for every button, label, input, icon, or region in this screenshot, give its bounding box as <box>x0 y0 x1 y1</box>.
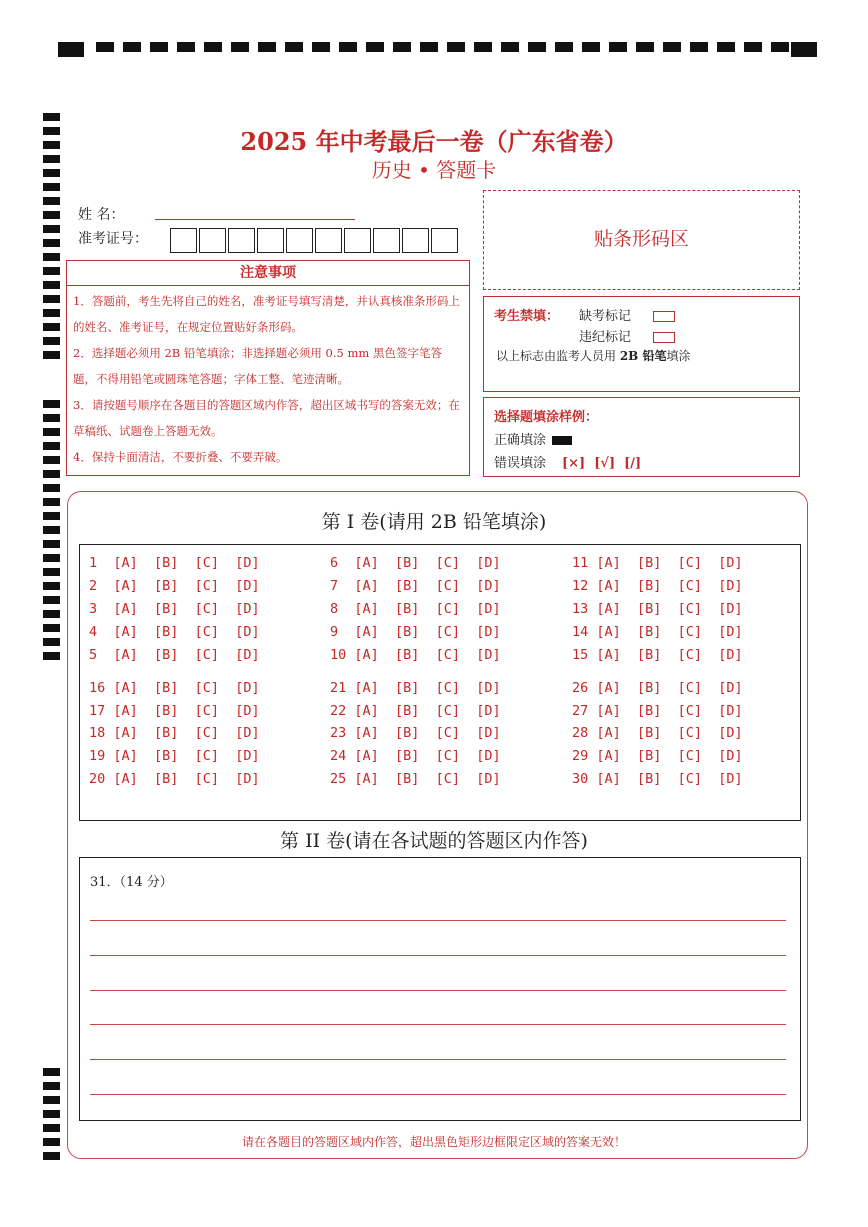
mcq-question-30[interactable] <box>572 771 743 787</box>
notice-item-2: 2．选择题必须用 2B 铅笔填涂；非选择题必须用 0.5 mm 黑色签字笔答题，不得用铅笔或圆珠笔答题；字体工整、笔迹清晰。 <box>73 346 442 386</box>
notice-heading: 注意事项 <box>67 261 469 286</box>
timing-mark <box>528 42 546 52</box>
answer-options[interactable]: [A] [B] [C] [D] <box>113 680 260 696</box>
mcq-question-20[interactable] <box>89 771 260 787</box>
id-digit-cell[interactable] <box>286 228 313 253</box>
question-number: 15 <box>572 647 597 663</box>
notice-box <box>66 260 470 476</box>
question-number: 20 <box>89 771 114 787</box>
id-digit-cell[interactable] <box>228 228 255 253</box>
answer-options[interactable]: [A] [B] [C] [D] <box>354 647 501 663</box>
timing-mark <box>177 42 195 52</box>
question-number: 23 <box>330 725 355 741</box>
mcq-question-6[interactable] <box>330 555 501 571</box>
mcq-question-19[interactable] <box>89 748 260 764</box>
timing-mark <box>717 42 735 52</box>
answer-options[interactable]: [A] [B] [C] [D] <box>596 624 743 640</box>
answer-options[interactable]: [A] [B] [C] [D] <box>354 578 501 594</box>
question-number: 14 <box>572 624 597 640</box>
timing-mark <box>43 484 60 492</box>
question-31-label: 31．（14 分） <box>90 875 173 890</box>
question-number: 12 <box>572 578 597 594</box>
answer-options[interactable]: [A] [B] [C] [D] <box>354 703 501 719</box>
answer-line[interactable] <box>90 955 786 956</box>
mcq-question-25[interactable] <box>330 771 501 787</box>
answer-options[interactable]: [A] [B] [C] [D] <box>354 680 501 696</box>
answer-line[interactable] <box>90 1024 786 1025</box>
footer-note: 请在各题目的答题区域内作答，超出黑色矩形边框限定区域的答案无效！ <box>241 1135 626 1149</box>
timing-mark <box>43 456 60 464</box>
mcq-question-21[interactable] <box>330 680 501 696</box>
question-number: 19 <box>89 748 114 764</box>
timing-mark <box>43 1138 60 1146</box>
violation-label: 违纪标记 <box>579 330 632 345</box>
answer-options[interactable]: [A] [B] [C] [D] <box>596 647 743 663</box>
answer-options[interactable]: [A] [B] [C] [D] <box>596 725 743 741</box>
mcq-question-22[interactable] <box>330 703 501 719</box>
timing-mark <box>96 42 114 52</box>
mcq-question-9[interactable] <box>330 624 501 640</box>
question-number: 3 <box>89 601 114 617</box>
timing-mark <box>43 323 60 331</box>
answer-options[interactable]: [A] [B] [C] [D] <box>354 601 501 617</box>
fill-example-label: 选择题填涂样例： <box>494 410 599 425</box>
question-number: 17 <box>89 703 114 719</box>
violation-mark-box[interactable] <box>653 332 675 343</box>
answer-options[interactable]: [A] [B] [C] [D] <box>596 703 743 719</box>
timing-mark <box>339 42 357 52</box>
timing-mark <box>43 582 60 590</box>
mcq-question-14[interactable] <box>572 624 743 640</box>
timing-mark <box>204 42 222 52</box>
mcq-question-28[interactable] <box>572 725 743 741</box>
timing-mark <box>43 1110 60 1118</box>
answer-options[interactable]: [A] [B] [C] [D] <box>596 748 743 764</box>
timing-mark <box>43 526 60 534</box>
correct-fill-mark <box>552 436 572 445</box>
answer-line[interactable] <box>90 1059 786 1060</box>
mcq-question-7[interactable] <box>330 578 501 594</box>
timing-mark <box>43 267 60 275</box>
timing-mark <box>43 638 60 646</box>
timing-mark <box>258 42 276 52</box>
timing-mark <box>474 42 492 52</box>
answer-options[interactable]: [A] [B] [C] [D] <box>113 725 260 741</box>
name-field[interactable] <box>155 219 355 220</box>
section1-title: 第 I 卷(请用 2B 铅笔填涂) <box>321 511 547 533</box>
question-number: 11 <box>572 555 597 571</box>
forbidden-note-bold: 2B 铅笔 <box>619 349 667 363</box>
question-number: 16 <box>89 680 114 696</box>
timing-mark <box>791 42 817 57</box>
answer-line[interactable] <box>90 990 786 991</box>
timing-mark <box>582 42 600 52</box>
timing-mark <box>43 442 60 450</box>
mcq-question-10[interactable] <box>330 647 501 663</box>
timing-mark <box>690 42 708 52</box>
timing-mark <box>393 42 411 52</box>
id-digit-cell[interactable] <box>431 228 458 253</box>
timing-mark <box>43 1124 60 1132</box>
question-number: 24 <box>330 748 355 764</box>
answer-options[interactable]: [A] [B] [C] [D] <box>354 748 501 764</box>
mcq-question-16[interactable] <box>89 680 260 696</box>
timing-mark <box>43 498 60 506</box>
forbidden-box <box>483 296 800 392</box>
id-digit-cell[interactable] <box>257 228 284 253</box>
mcq-question-2[interactable] <box>89 578 260 594</box>
mcq-question-1[interactable] <box>89 555 260 571</box>
question-number: 25 <box>330 771 355 787</box>
timing-mark <box>43 470 60 478</box>
timing-mark <box>43 610 60 618</box>
question-number: 21 <box>330 680 355 696</box>
timing-mark <box>501 42 519 52</box>
question-number: 4 <box>89 624 114 640</box>
timing-mark <box>43 1082 60 1090</box>
question-number: 22 <box>330 703 355 719</box>
id-digit-cell[interactable] <box>402 228 429 253</box>
id-digit-cell[interactable] <box>344 228 371 253</box>
question-number: 29 <box>572 748 597 764</box>
forbidden-note-prefix: 以上标志由监考人员用 <box>496 349 620 363</box>
notice-item-3: 3．请按题号顺序在各题目的答题区域内作答，超出区域书写的答案无效；在草稿纸、试题卷上答题无效。 <box>73 398 460 438</box>
question-number: 28 <box>572 725 597 741</box>
timing-mark <box>43 309 60 317</box>
mcq-question-24[interactable] <box>330 748 501 764</box>
mcq-question-26[interactable] <box>572 680 743 696</box>
answer-options[interactable]: [A] [B] [C] [D] <box>354 725 501 741</box>
notice-item-4: 4．保持卡面清洁，不要折叠、不要弄破。 <box>73 450 288 464</box>
mcq-question-18[interactable] <box>89 725 260 741</box>
page-subtitle: 历史 • 答题卡 <box>371 158 497 182</box>
mcq-question-23[interactable] <box>330 725 501 741</box>
timing-mark <box>43 540 60 548</box>
answer-options[interactable]: [A] [B] [C] [D] <box>113 578 260 594</box>
mcq-box <box>79 544 801 821</box>
correct-fill-label: 正确填涂 <box>494 433 547 448</box>
answer-options[interactable]: [A] [B] [C] [D] <box>596 578 743 594</box>
timing-mark <box>744 42 762 52</box>
question-number: 5 <box>89 647 114 663</box>
timing-mark <box>43 155 60 163</box>
id-digit-cell[interactable] <box>373 228 400 253</box>
timing-mark <box>43 624 60 632</box>
answer-options[interactable]: [A] [B] [C] [D] <box>113 703 260 719</box>
answer-options[interactable]: [A] [B] [C] [D] <box>113 647 260 663</box>
mcq-question-3[interactable] <box>89 601 260 617</box>
question-number: 7 <box>330 578 355 594</box>
timing-mark <box>43 295 60 303</box>
timing-mark <box>43 127 60 135</box>
notice-item-1: 1．答题前，考生先将自己的姓名，准考证号填写清楚，并认真核准条形码上的姓名、准考证号，在规定位置贴好条形码。 <box>73 294 460 334</box>
forbidden-label: 考生禁填： <box>494 309 560 324</box>
mcq-question-17[interactable] <box>89 703 260 719</box>
question-number: 13 <box>572 601 597 617</box>
mcq-question-13[interactable] <box>572 601 743 617</box>
answer-options[interactable]: [A] [B] [C] [D] <box>354 624 501 640</box>
timing-mark <box>43 337 60 345</box>
question-number: 18 <box>89 725 114 741</box>
id-digit-cell[interactable] <box>199 228 226 253</box>
timing-mark <box>43 512 60 520</box>
timing-mark <box>43 169 60 177</box>
timing-mark <box>43 1152 60 1160</box>
timing-mark <box>43 400 60 408</box>
question-number: 6 <box>330 555 355 571</box>
answer-options[interactable]: [A] [B] [C] [D] <box>113 748 260 764</box>
timing-mark <box>312 42 330 52</box>
question-number: 8 <box>330 601 355 617</box>
mcq-question-15[interactable] <box>572 647 743 663</box>
answer-options[interactable]: [A] [B] [C] [D] <box>113 555 260 571</box>
id-label: 准考证号： <box>78 231 148 247</box>
timing-mark <box>58 42 84 57</box>
timing-mark <box>43 596 60 604</box>
timing-mark <box>771 42 789 52</box>
absent-mark-box[interactable] <box>653 311 675 322</box>
timing-mark <box>43 1068 60 1076</box>
page-title: 2025 年中考最后一卷（广东省卷） <box>240 127 628 156</box>
timing-mark <box>609 42 627 52</box>
timing-mark <box>43 554 60 562</box>
mcq-question-29[interactable] <box>572 748 743 764</box>
question-number: 27 <box>572 703 597 719</box>
question-number: 30 <box>572 771 597 787</box>
name-label: 姓 名： <box>78 207 125 223</box>
mcq-question-12[interactable] <box>572 578 743 594</box>
question-number: 9 <box>330 624 355 640</box>
answer-options[interactable]: [A] [B] [C] [D] <box>596 601 743 617</box>
timing-mark <box>555 42 573 52</box>
answer-options[interactable]: [A] [B] [C] [D] <box>596 680 743 696</box>
mcq-question-4[interactable] <box>89 624 260 640</box>
question-number: 26 <box>572 680 597 696</box>
wrong-fill-marks: [×] [√] [/] <box>562 456 642 471</box>
fill-example-box <box>483 397 800 477</box>
mcq-question-8[interactable] <box>330 601 501 617</box>
absent-label: 缺考标记 <box>579 309 632 324</box>
timing-mark <box>285 42 303 52</box>
answer-options[interactable]: [A] [B] [C] [D] <box>113 771 260 787</box>
barcode-area: 贴条形码区 <box>483 190 800 290</box>
timing-mark <box>43 183 60 191</box>
mcq-question-5[interactable] <box>89 647 260 663</box>
timing-mark <box>43 1096 60 1104</box>
timing-mark <box>231 42 249 52</box>
timing-mark <box>43 197 60 205</box>
timing-mark <box>43 239 60 247</box>
forbidden-note-suffix: 填涂 <box>666 349 691 363</box>
timing-mark <box>43 281 60 289</box>
timing-mark <box>663 42 681 52</box>
timing-mark <box>43 113 60 121</box>
subjective-box[interactable] <box>79 857 801 1121</box>
answer-options[interactable]: [A] [B] [C] [D] <box>354 771 501 787</box>
timing-mark <box>150 42 168 52</box>
timing-mark <box>123 42 141 52</box>
id-cells[interactable] <box>170 228 460 257</box>
timing-mark <box>636 42 654 52</box>
timing-mark <box>43 211 60 219</box>
question-number: 2 <box>89 578 114 594</box>
wrong-fill-label: 错误填涂 <box>494 456 547 471</box>
timing-mark <box>43 414 60 422</box>
timing-mark <box>43 253 60 261</box>
timing-mark <box>43 141 60 149</box>
timing-mark <box>43 568 60 576</box>
answer-options[interactable]: [A] [B] [C] [D] <box>596 555 743 571</box>
question-number: 1 <box>89 555 114 571</box>
section2-title: 第 II 卷(请在各试题的答题区内作答) <box>280 830 588 852</box>
timing-mark <box>420 42 438 52</box>
answer-options[interactable]: [A] [B] [C] [D] <box>354 555 501 571</box>
mcq-question-27[interactable] <box>572 703 743 719</box>
timing-mark <box>43 652 60 660</box>
answer-options[interactable]: [A] [B] [C] [D] <box>113 624 260 640</box>
answer-options[interactable]: [A] [B] [C] [D] <box>596 771 743 787</box>
timing-mark <box>43 351 60 359</box>
timing-mark <box>366 42 384 52</box>
id-digit-cell[interactable] <box>315 228 342 253</box>
answer-line[interactable] <box>90 1094 786 1095</box>
timing-mark <box>43 428 60 436</box>
timing-mark <box>447 42 465 52</box>
question-number: 10 <box>330 647 355 663</box>
answer-line[interactable] <box>90 920 786 921</box>
id-digit-cell[interactable] <box>170 228 197 253</box>
answer-options[interactable]: [A] [B] [C] [D] <box>113 601 260 617</box>
timing-mark <box>43 225 60 233</box>
mcq-question-11[interactable] <box>572 555 743 571</box>
